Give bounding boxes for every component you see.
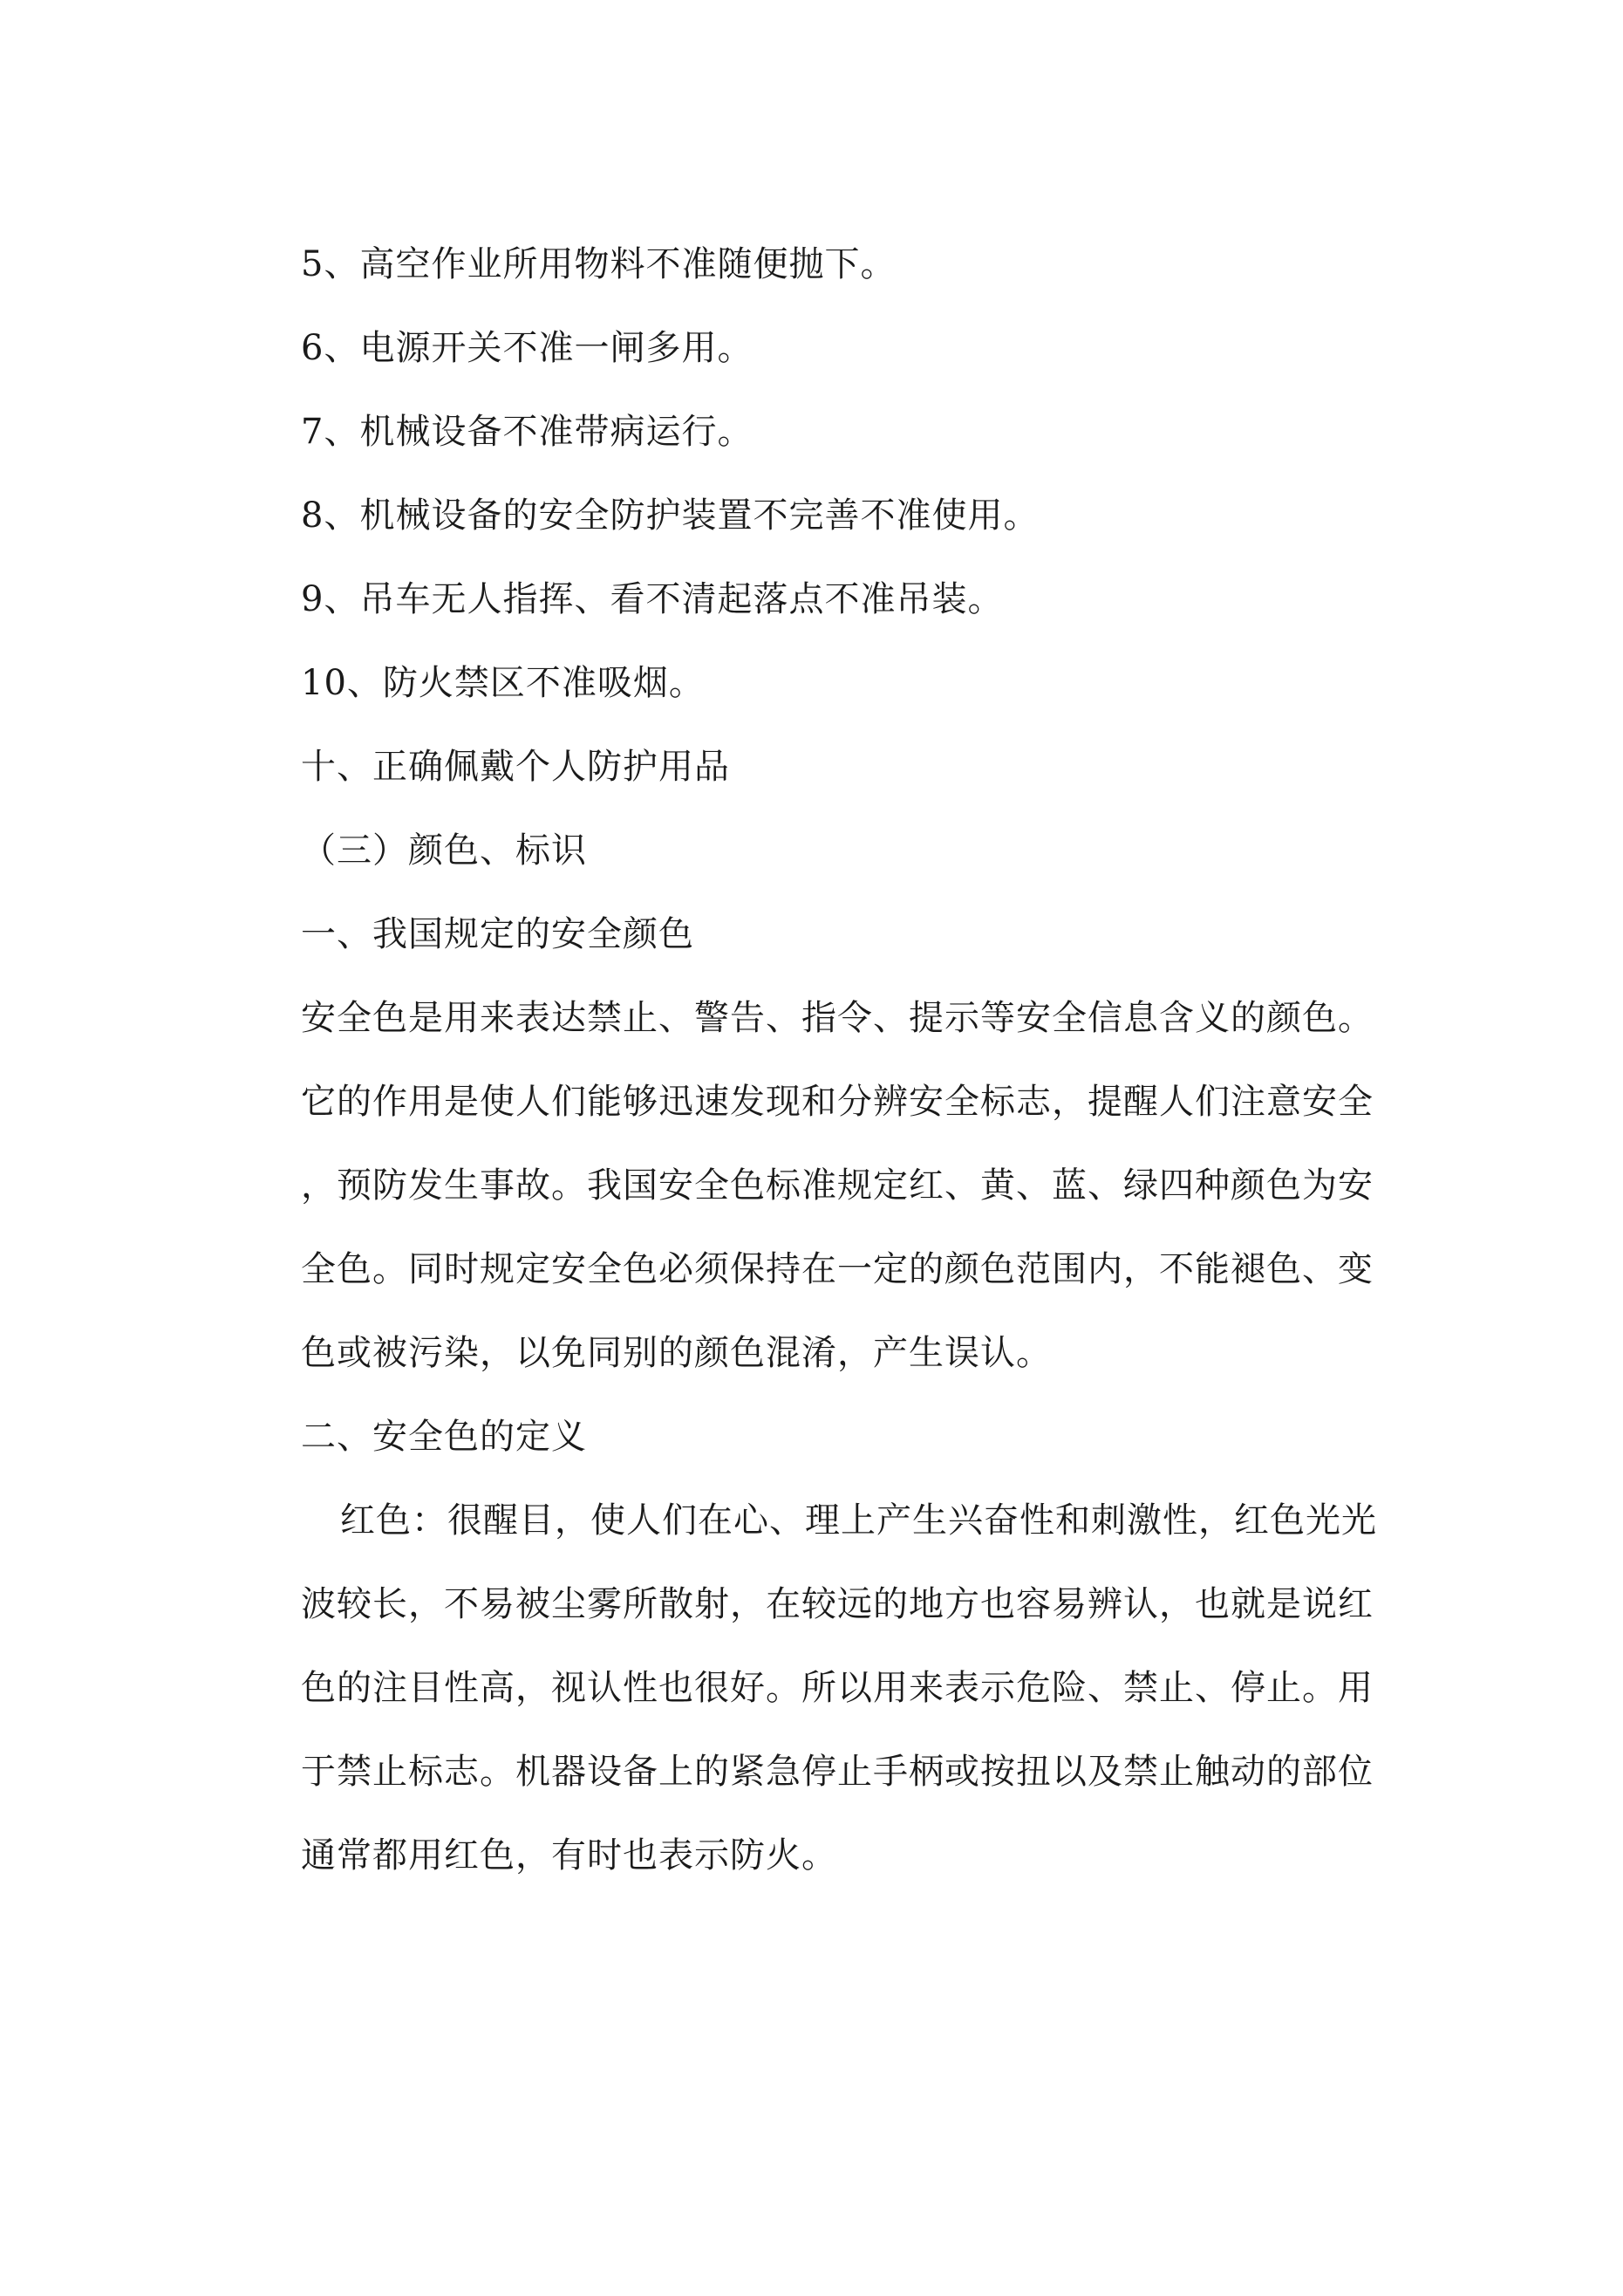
paragraph-line: 于禁止标志。机器设备上的紧急停止手柄或按扭以及禁止触动的部位 <box>301 1752 1374 1792</box>
rule-item-10: 10、防火禁区不准吸烟。 <box>301 663 705 703</box>
paragraph-line: ，预防发生事故。我国安全色标准规定红、黄、蓝、绿四种颜色为安 <box>301 1165 1374 1206</box>
subheading-safety-colors: 一、我国规定的安全颜色 <box>301 914 694 954</box>
subheading-color-definitions: 二、安全色的定义 <box>301 1417 587 1457</box>
paragraph-line: 红色：很醒目，使人们在心、理上产生兴奋性和刺激性，红色光光 <box>340 1500 1377 1541</box>
rule-item-8: 8、机械设备的安全防护装置不完善不准使用。 <box>301 495 1040 536</box>
rule-item-9: 9、吊车无人指挥、看不清起落点不准吊装。 <box>301 579 1004 619</box>
paragraph-line: 色或被污染，以免同别的颜色混淆，产生误认。 <box>301 1333 1052 1373</box>
rule-item-7: 7、机械设备不准带病运行。 <box>301 412 754 452</box>
paragraph-line: 它的作用是使人们能够迅速发现和分辨安全标志，提醒人们注意安全 <box>301 1082 1374 1122</box>
paragraph-line: 通常都用红色，有时也表示防火。 <box>301 1835 837 1876</box>
paragraph-line: 全色。同时规定安全色必须保持在一定的颜色范围内，不能褪色、变 <box>301 1249 1374 1289</box>
rule-item-6: 6、电源开关不准一闸多用。 <box>301 328 754 368</box>
section-heading-three: （三）颜色、标识 <box>301 830 587 871</box>
section-heading-ten: 十、正确佩戴个人防护用品 <box>301 747 730 787</box>
paragraph-line: 色的注目性高，视认性也很好。所以用来表示危险、禁止、停止。用 <box>301 1668 1374 1708</box>
paragraph-line: 波较长，不易被尘雾所散射，在较远的地方也容易辨认，也就是说红 <box>301 1584 1374 1624</box>
paragraph-line: 安全色是用来表达禁止、警告、指令、提示等安全信息含义的颜色。 <box>301 998 1374 1038</box>
rule-item-5: 5、高空作业所用物料不准随便抛下。 <box>301 244 897 284</box>
